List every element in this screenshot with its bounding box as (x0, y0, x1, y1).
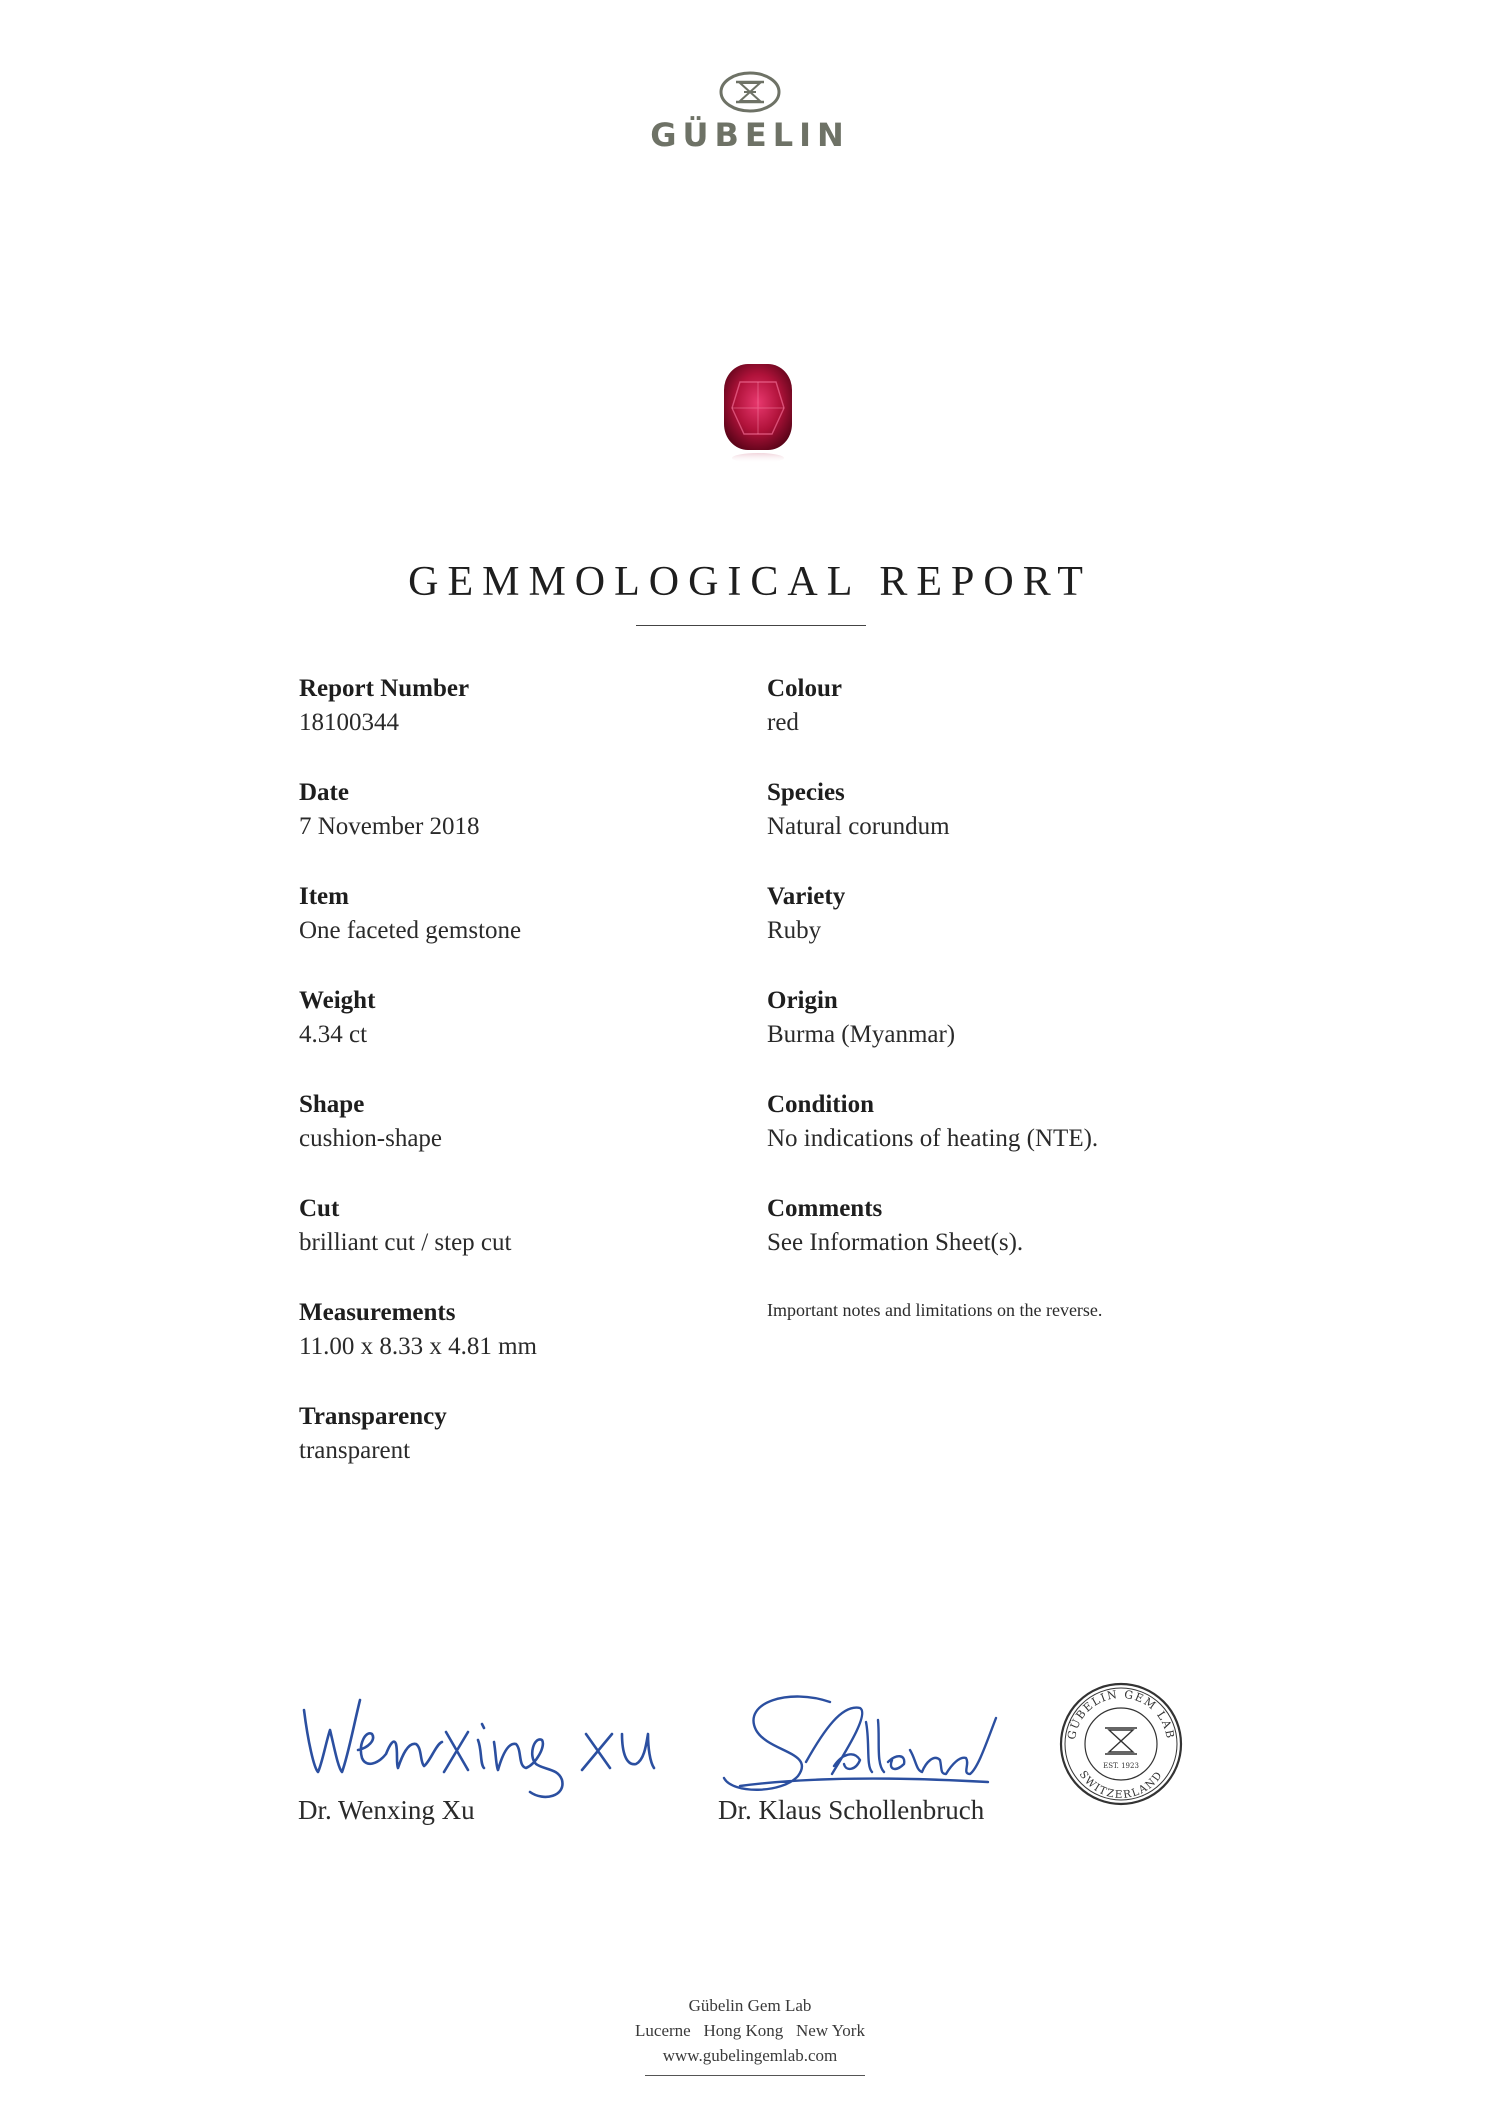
field-measurements (299, 1296, 537, 1400)
footer-divider (645, 2075, 865, 2076)
signature-klaus-schollenbruch (720, 1690, 1000, 1800)
field-value: See Information Sheet(s). (767, 1229, 1024, 1256)
field-label: Cut (299, 1195, 340, 1222)
field-value: 18100344 (299, 709, 399, 736)
field-label: Comments (767, 1195, 883, 1222)
field-cut (299, 1192, 537, 1296)
field-origin (767, 984, 1098, 1088)
svg-text:GÜBELIN GEM LAB: GÜBELIN GEM LAB (1065, 1687, 1177, 1741)
report-title: GEMMOLOGICAL REPORT (408, 559, 1092, 605)
left-field-column (299, 672, 537, 1504)
signature-wenxing-xu (296, 1672, 656, 1802)
field-value: brilliant cut / step cut (299, 1229, 512, 1256)
field-species (767, 776, 1098, 880)
field-label: Condition (767, 1091, 874, 1118)
field-value: Natural corundum (767, 813, 950, 840)
field-shape (299, 1088, 537, 1192)
field-label: Colour (767, 675, 842, 702)
field-label: Transparency (299, 1403, 447, 1430)
field-report-number (299, 672, 537, 776)
field-weight (299, 984, 537, 1088)
field-value: 4.34 ct (299, 1021, 368, 1048)
brand-wordmark: GÜBELIN (650, 116, 850, 154)
footer-website: www.gubelingemlab.com (662, 2046, 838, 2065)
signatory-name: Dr. Wenxing Xu (298, 1795, 475, 1825)
svg-text:SWITZERLAND: SWITZERLAND (1076, 1768, 1166, 1802)
field-label: Species (767, 779, 845, 806)
svg-text:EST. 1923: EST. 1923 (1103, 1762, 1139, 1770)
field-label: Report Number (299, 675, 470, 702)
field-value: No indications of heating (NTE). (767, 1125, 1099, 1152)
field-label: Shape (299, 1091, 365, 1118)
gubelin-gem-lab-seal (1057, 1680, 1185, 1808)
footer (0, 1993, 1500, 2068)
field-value: One faceted gemstone (299, 917, 522, 944)
footer-locations: Lucerne Hong Kong New York (635, 2021, 865, 2040)
field-variety (767, 880, 1098, 984)
footer-org: Gübelin Gem Lab (688, 1996, 812, 2015)
field-label: Origin (767, 987, 838, 1014)
field-comments (767, 1192, 1098, 1296)
ruby-gemstone-image (720, 362, 796, 466)
field-label: Measurements (299, 1299, 456, 1326)
field-value: red (767, 709, 799, 736)
field-item (299, 880, 537, 984)
field-value: 11.00 x 8.33 x 4.81 mm (299, 1333, 537, 1360)
field-value: 7 November 2018 (299, 813, 480, 840)
limitations-note: Important notes and limitations on the reverse. (767, 1300, 1103, 1320)
title-divider (636, 625, 866, 626)
field-label: Weight (299, 987, 376, 1014)
field-colour (767, 672, 1098, 776)
field-transparency (299, 1400, 537, 1504)
field-value: cushion-shape (299, 1125, 443, 1152)
field-value: transparent (299, 1437, 411, 1464)
field-date (299, 776, 537, 880)
field-condition (767, 1088, 1098, 1192)
brand-logo (0, 70, 1500, 154)
right-field-column (767, 672, 1098, 1296)
field-label: Variety (767, 883, 846, 910)
field-label: Item (299, 883, 349, 910)
field-value: Burma (Myanmar) (767, 1021, 956, 1048)
field-value: Ruby (767, 917, 822, 944)
field-label: Date (299, 779, 349, 806)
signatory-name: Dr. Klaus Schollenbruch (718, 1795, 985, 1825)
hourglass-emblem-icon (718, 70, 782, 114)
